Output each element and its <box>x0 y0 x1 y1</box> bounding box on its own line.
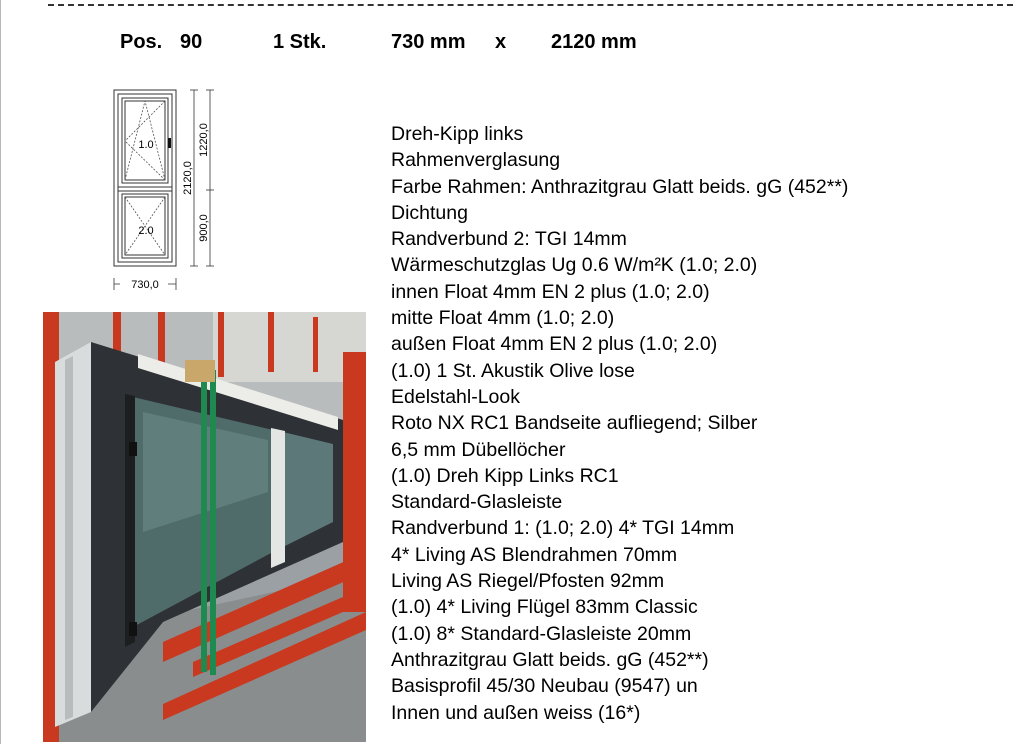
spec-line: (1.0) 1 St. Akustik Olive lose <box>391 359 635 382</box>
dim-upper-height: 1220,0 <box>198 123 210 157</box>
spec-line: Randverbund 1: (1.0; 2.0) 4* TGI 14mm <box>391 517 735 540</box>
spec-line: Living AS Riegel/Pfosten 92mm <box>391 570 665 593</box>
spec-line: mitte Float 4mm (1.0; 2.0) <box>391 307 615 330</box>
height-value: 2120 mm <box>551 31 637 53</box>
spec-line: (1.0) Dreh Kipp Links RC1 <box>391 464 619 487</box>
quantity: 1 Stk. <box>273 31 327 53</box>
spec-line: Standard-Glasleiste <box>391 491 563 514</box>
spec-line: 4* Living AS Blendrahmen 70mm <box>391 543 678 566</box>
handle-icon <box>168 138 171 148</box>
spec-line: Farbe Rahmen: Anthrazitgrau Glatt beids. gG (452**) <box>391 175 849 198</box>
width-value: 730 mm <box>391 31 466 53</box>
specification-list <box>391 121 848 726</box>
times-sign: x <box>495 31 507 53</box>
page-left-border <box>0 0 1 744</box>
spec-line: Wärmeschutzglas Ug 0.6 W/m²K (1.0; 2.0) <box>391 254 758 277</box>
lower-sash-label: 2.0 <box>138 225 154 237</box>
dashed-separator <box>48 4 1013 6</box>
spec-line: Dreh-Kipp links <box>391 123 524 145</box>
dim-width: 730,0 <box>131 279 159 291</box>
spec-line: Basisprofil 45/30 Neubau (9547) un <box>391 675 698 698</box>
window-drawing <box>100 86 230 296</box>
dim-total-height: 2120,0 <box>182 161 194 195</box>
spec-line: Randverbund 2: TGI 14mm <box>391 228 627 251</box>
outer-frame <box>114 90 176 266</box>
spec-line: Edelstahl-Look <box>391 385 520 408</box>
spec-line: Dichtung <box>391 201 468 224</box>
spec-line: Innen und außen weiss (16*) <box>391 701 641 724</box>
spec-line: Rahmenverglasung <box>391 149 561 172</box>
spec-line: Roto NX RC1 Bandseite aufliegend; Silber <box>391 412 758 435</box>
spec-line: (1.0) 4* Living Flügel 83mm Classic <box>391 596 698 619</box>
spec-line: außen Float 4mm EN 2 plus (1.0; 2.0) <box>391 333 718 356</box>
spec-line: innen Float 4mm EN 2 plus (1.0; 2.0) <box>391 280 710 303</box>
dim-lower-height: 900,0 <box>198 214 210 242</box>
spec-line: 6,5 mm Dübellöcher <box>391 438 566 461</box>
spec-line: Anthrazitgrau Glatt beids. gG (452**) <box>391 648 709 671</box>
spec-line: (1.0) 8* Standard-Glasleiste 20mm <box>391 622 692 645</box>
upper-sash-label: 1.0 <box>138 139 154 151</box>
position-number: 90 <box>180 31 203 53</box>
product-photo <box>43 312 366 742</box>
position-label: Pos. <box>120 31 163 53</box>
